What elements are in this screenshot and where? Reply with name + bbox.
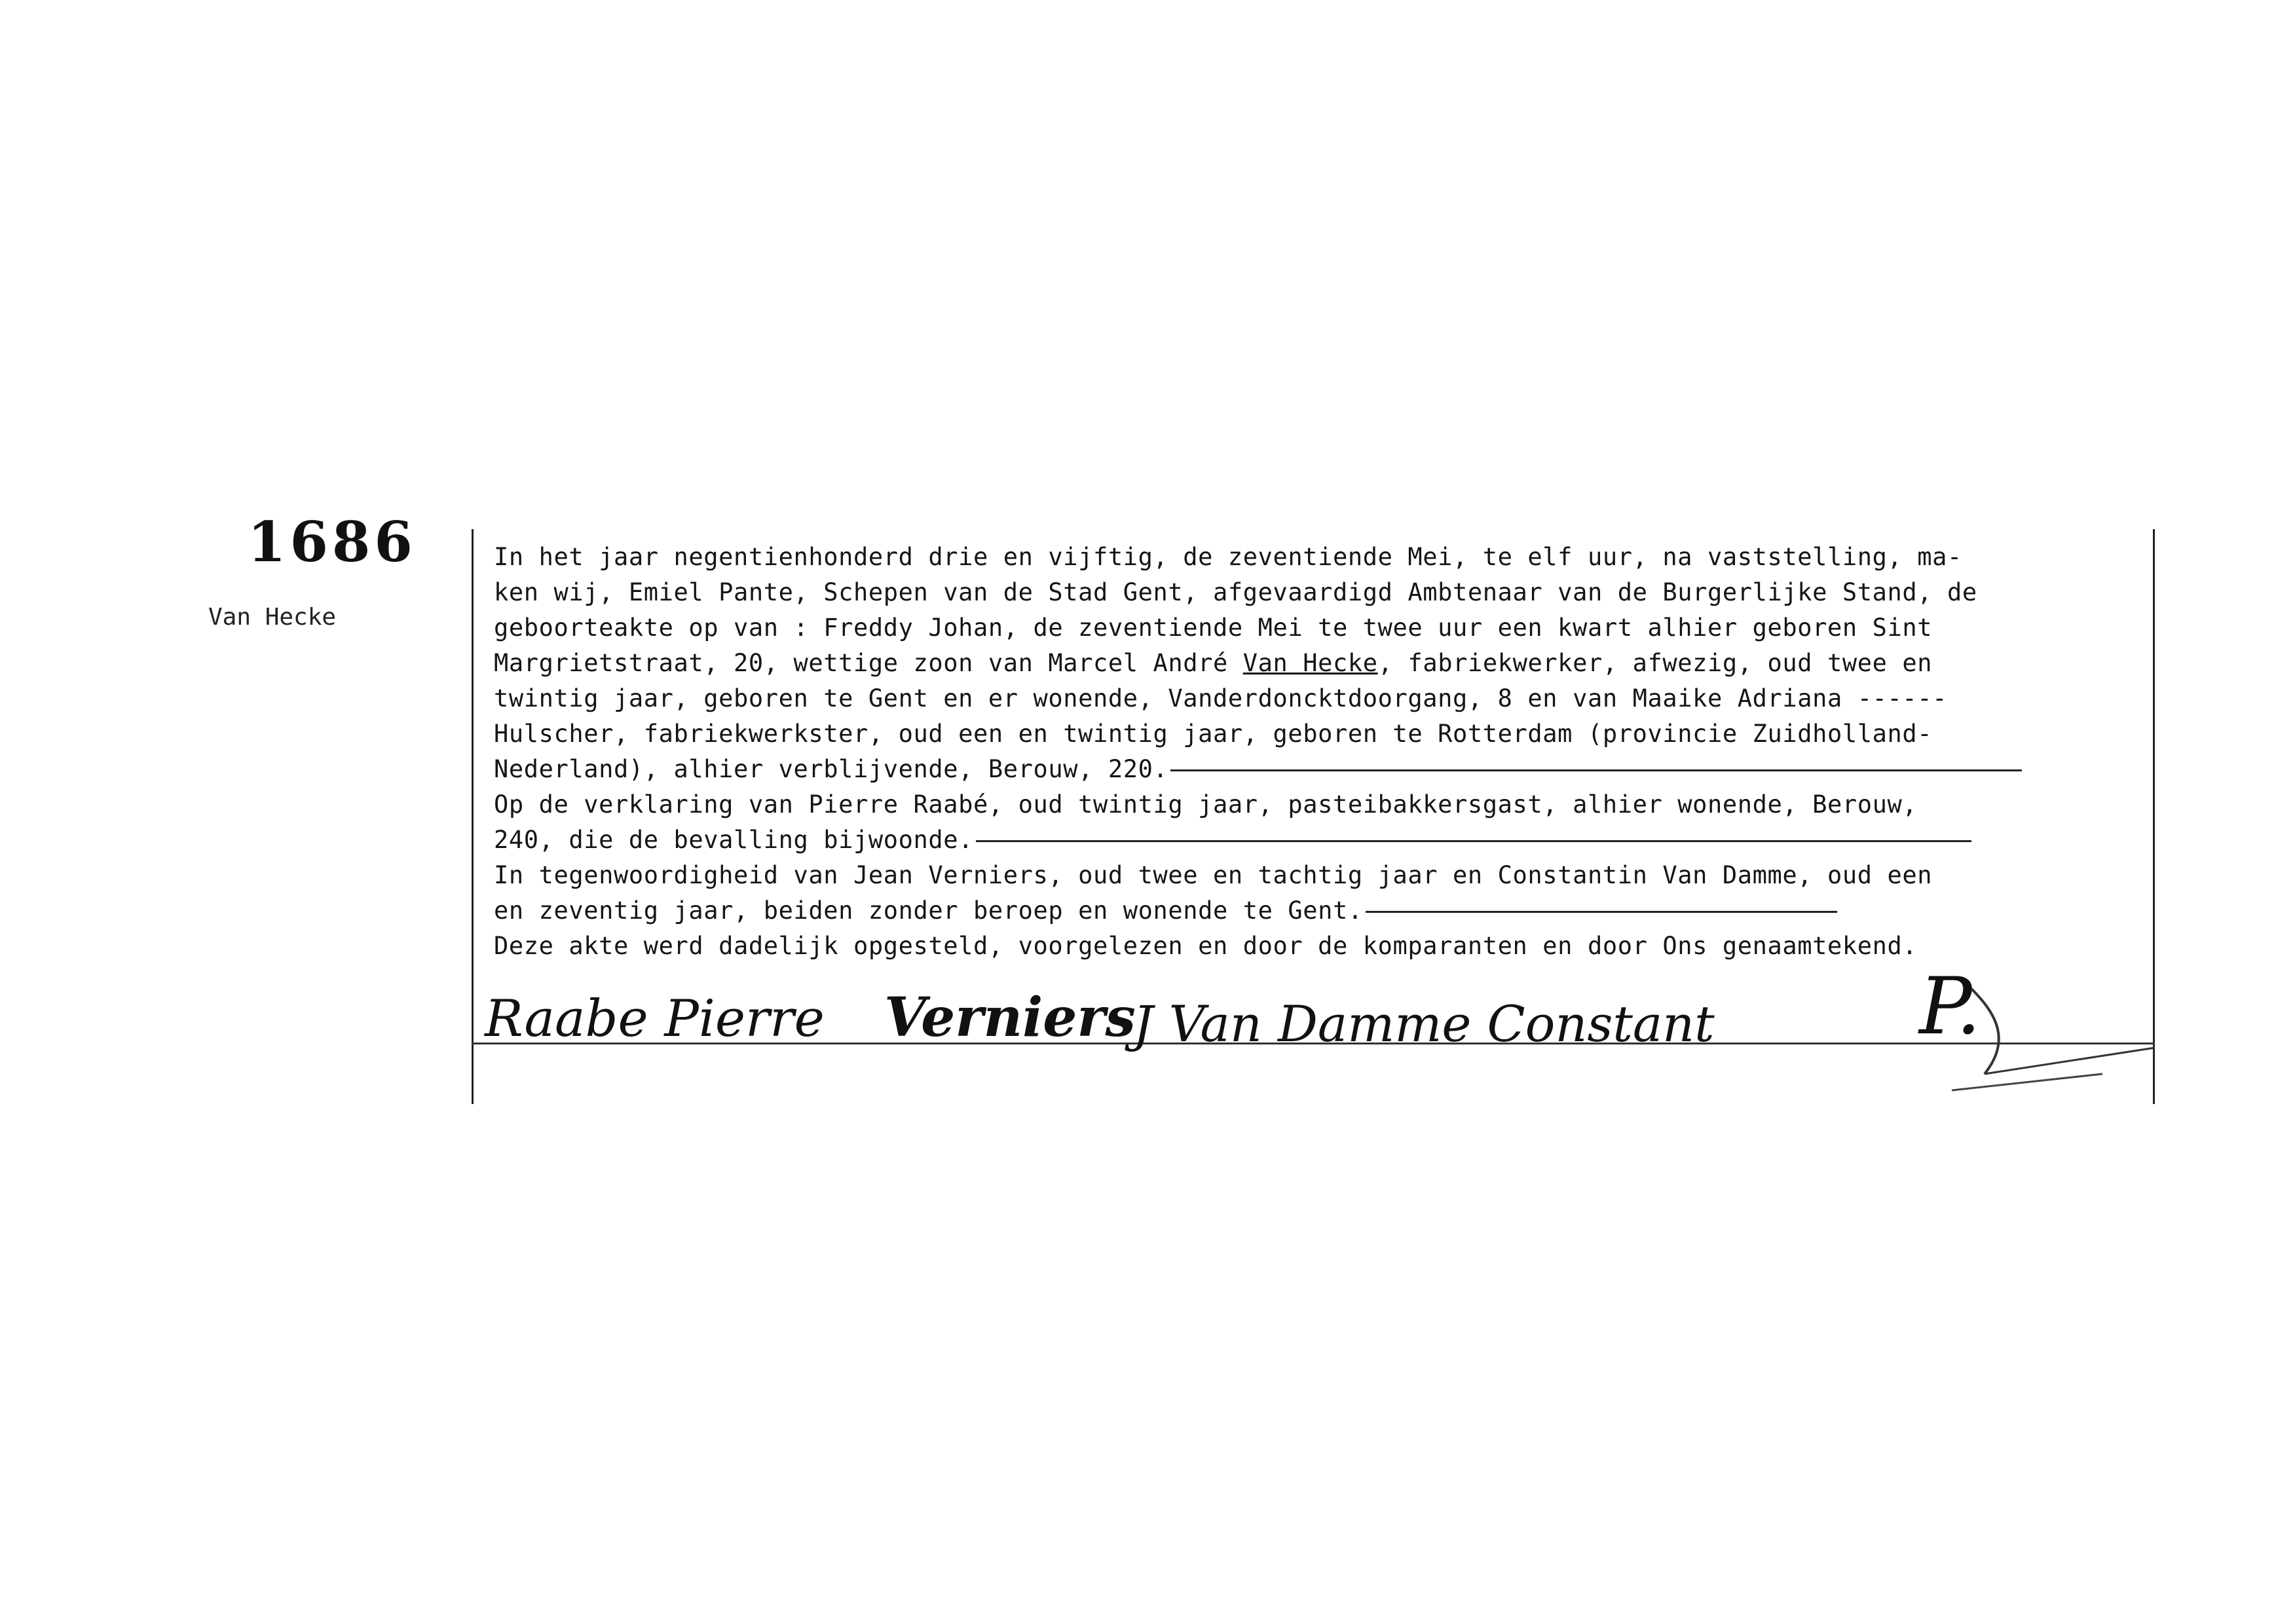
frame-left-border — [472, 529, 474, 1104]
record-line-1: In het jaar negentienhonderd drie en vijftig, de zeventiende Mei, te elf uur, na vaststelling, ma- — [494, 543, 1962, 571]
record-line-4-end: , fabriekwerker, afwezig, oud twee en — [1377, 649, 1933, 677]
fill-line — [1366, 911, 1837, 913]
signature-van-damme: J Van Damme Constant — [1133, 995, 1715, 1053]
record-line-3: geboorteakte op van : Freddy Johan, de zeventiende Mei te twee uur een kwart alhier geboren Sint — [494, 614, 1933, 642]
record-line-12: Deze akte werd dadelijk opgesteld, voorgelezen en door de komparanten en door Ons genaamtekend. — [494, 932, 1918, 960]
act-number: 1686 — [248, 509, 417, 574]
record-line-9-text: 240, die de bevalling bijwoonde. — [494, 826, 974, 854]
record-line-5: twintig jaar, geboren te Gent en er wonende, Vanderdoncktdoorgang, 8 en van Maaike Adriana ------ — [494, 684, 1947, 712]
record-line-6: Hulscher, fabriekwerkster, oud een en twintig jaar, geboren te Rotterdam (provincie Zuidholland- — [494, 720, 1933, 748]
record-text — [494, 540, 2138, 964]
signatures-svg — [478, 976, 2155, 1107]
record-line-2: ken wij, Emiel Pante, Schepen van de Stad Gent, afgevaardigd Ambtenaar van de Burgerlijke Stand, de — [494, 578, 1977, 606]
record-line-4-start: Margrietstraat, 20, wettige zoon van Marcel André — [494, 649, 1243, 677]
signature-verniers: Verniers — [884, 986, 1136, 1049]
signatures-area — [478, 976, 2155, 1061]
record-line-10: In tegenwoordigheid van Jean Verniers, oud twee en tachtig jaar en Constantin Van Damme, oud een — [494, 861, 1933, 889]
margin-surname: Van Hecke — [208, 604, 337, 631]
record-line-11-text: en zeventig jaar, beiden zonder beroep en wonende te Gent. — [494, 896, 1363, 925]
record-line-8: Op de verklaring van Pierre Raabé, oud twintig jaar, pasteibakkersgast, alhier wonende, Berouw, — [494, 790, 1918, 819]
record-line-7 — [494, 752, 2138, 787]
fill-line — [976, 840, 1971, 842]
signature-officer: P. — [1919, 976, 1981, 1052]
record-line-11 — [494, 893, 2138, 929]
fill-line — [1170, 769, 2022, 771]
father-surname: Van Hecke — [1242, 649, 1378, 677]
signature-raabe: Raabe Pierre — [485, 989, 825, 1048]
signature-stroke — [1952, 1074, 2102, 1090]
record-line-7-text: Nederland), alhier verblijvende, Berouw, 220. — [494, 755, 1168, 783]
record-line-4 — [494, 646, 2138, 681]
record-line-9 — [494, 822, 2138, 858]
signature-stroke — [1985, 1048, 2155, 1074]
